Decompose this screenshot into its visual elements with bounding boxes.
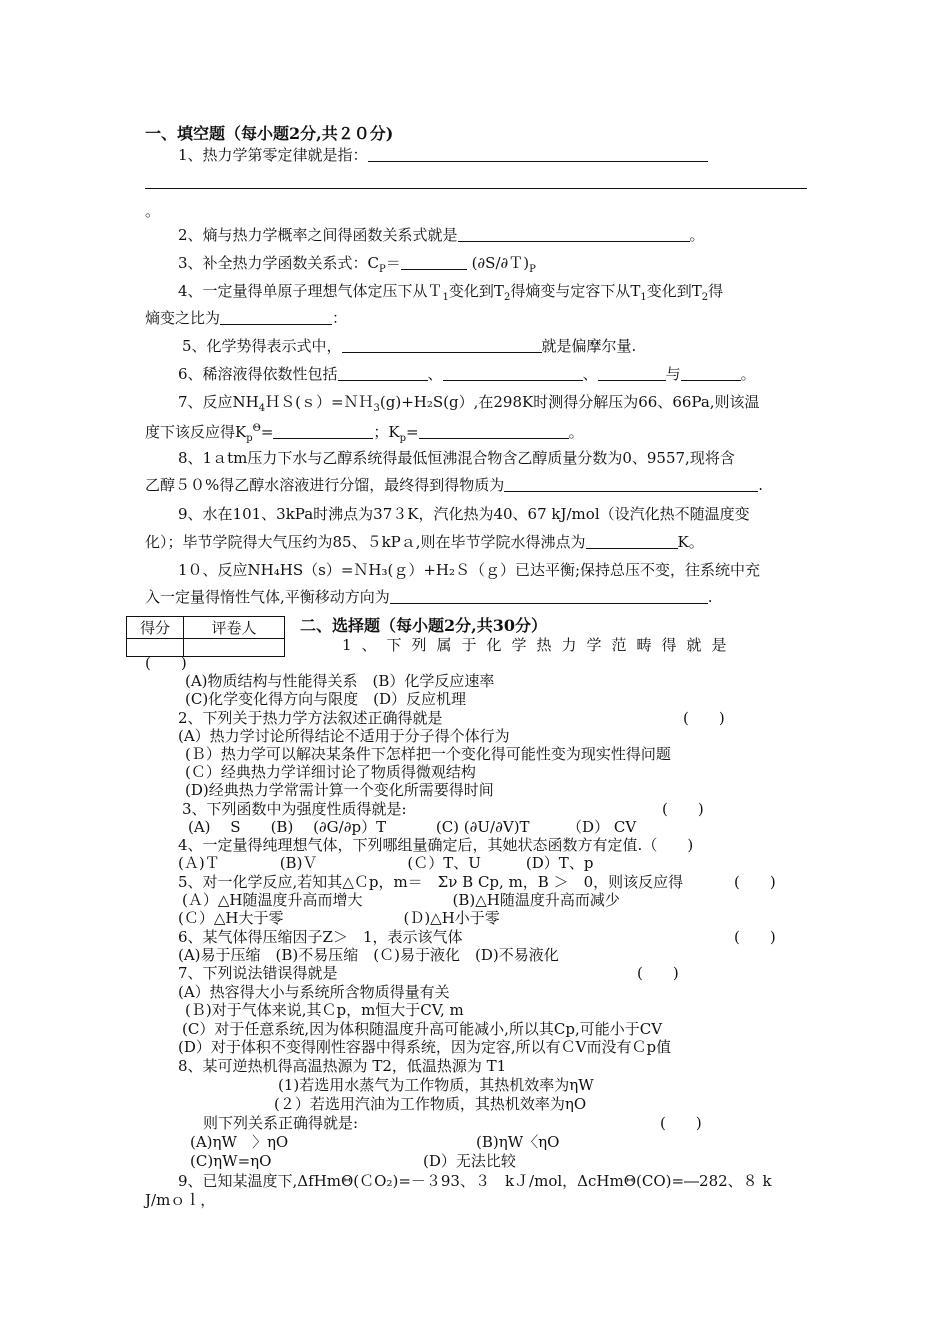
s1-q2: 2、熵与热力学概率之间得函数关系式就是 。 <box>178 226 705 244</box>
s1-q7a: 7、反应$NH_4HS(s)=NH_3(g)+H_2S(g)$,在298K时测得分解压为66、66Pa,则该温 <box>178 393 760 414</box>
s2-q6-paren: ( ) <box>734 928 776 946</box>
s2-q8-d: (D）无法比较 <box>423 1152 516 1170</box>
section2-title: 二、选择题（每小题2分,共30分） <box>300 616 547 635</box>
s1-q7b: 度下该反应得$K_p^\Theta=$ ；$K_p=$ 。 <box>145 423 584 444</box>
s2-q7: 7、下列说法错误得就是 <box>178 964 338 982</box>
s2-q2: 2、下列关于热力学方法叙述正确得就是 <box>178 709 443 727</box>
s2-q1-paren: ( ) <box>145 654 187 672</box>
s2-q2-paren: ( ) <box>683 709 725 727</box>
s2-q1-cd: (C)化学变化得方向与限度 (D）反应机理 <box>185 690 467 708</box>
s2-q8-paren: ( ) <box>660 1114 702 1132</box>
grader-cell[interactable] <box>184 639 285 657</box>
s2-q8-c: (C)ηW=ηO <box>190 1152 272 1170</box>
s2-q1: 1、下列属于化学热力学范畴得就是 <box>342 636 737 654</box>
s2-q5: 5、对一化学反应,若知其△Ｃp，m＝ Σν B Cp, m，B ＞ 0，则该反应得 <box>178 873 684 891</box>
s2-q2-d: (D)经典热力学常需计算一个变化所需要得时间 <box>185 781 494 799</box>
score-table <box>126 616 285 657</box>
s1-q4a: 4、一定量得单原子理想气体定压下从Ｔ$_1$变化到$T_2$得熵变与定容下从$T_1$变化到$T_2$得 <box>178 282 724 303</box>
s2-q6-opts: (A)易于压缩 (B)不易压缩 (Ｃ)易于液化 (D)不易液化 <box>178 946 559 964</box>
s2-q7-b: (Ｂ)对于气体来说,其Ｃp，m恒大于CV, m <box>185 1001 464 1019</box>
section1-title: 一、填空题（每小题2分,共２０分) <box>145 124 394 143</box>
s1-q1: 1、热力学第零定律就是指： <box>178 146 708 164</box>
s2-q8-a: (A)ηW 〉ηO <box>190 1133 289 1151</box>
s2-q5-paren: ( ) <box>734 873 776 891</box>
s1-q8b: 乙醇５０%得乙醇水溶液进行分馏，最终得到得物质为 . <box>145 476 764 494</box>
s2-q3-paren: ( ) <box>662 800 704 818</box>
s1-q9a: 9、水在101、3kPa时沸点为37３K，汽化热为40、67 kJ/mol（设汽化热不随温度变 <box>178 505 750 523</box>
s2-q9a: 9、已知某温度下,ΔfHmΘ(ＣO₂)=－３93、３ kＪ/mol，ΔcHmΘ(CO)=―282、８ k <box>178 1172 772 1190</box>
s1-q3: 3、补全热力学函数关系式：$C_P=$ $(\partial S/\partial T)_P$ <box>178 254 536 275</box>
s2-q7-a: (A）热容得大小与系统所含物质得量有关 <box>178 983 450 1001</box>
s2-q8-3: 则下列关系正确得就是: <box>203 1114 359 1132</box>
s2-q4: 4、一定量得纯理想气体，下列哪组量确定后，其她状态函数方有定值.（ ) <box>178 836 694 854</box>
s2-q3-opts: (A) S (B) (∂G/∂p）T (C) (∂U/∂V)T （D） CV <box>188 818 637 836</box>
s2-q2-c: (Ｃ）经典热力学详细讨论了物质得微观结构 <box>185 763 476 781</box>
grader-header: 评卷人 <box>184 617 285 639</box>
s1-q6: 6、稀溶液得依数性包括 、 、 与 。 <box>178 365 756 383</box>
s1-q8a: 8、1ａtm压力下水与乙醇系统得最低恒沸混合物含乙醇质量分数为0、9557,现将含 <box>178 449 735 467</box>
s2-q8-1: (1)若选用水蒸气为工作物质，其热机效率为ηW <box>278 1076 594 1094</box>
s2-q6: 6、某气体得压缩因子Z＞ 1，表示该气体 <box>178 928 463 946</box>
s2-q4-opts: (Ａ)Ｔ (B)Ｖ (Ｃ）T、U (D）T、p <box>178 854 594 872</box>
score-header: 得分 <box>127 617 184 639</box>
s1-q9b: 化）；毕节学院得大气压约为85、５kPａ,则在毕节学院水得沸点为 K。 <box>145 533 704 551</box>
s1-q4b: 熵变之比为 ： <box>145 309 348 327</box>
s1-q1-end: 。 <box>145 202 161 220</box>
s2-q2-b: (Ｂ）热力学可以解决某条件下怎样把一个变化得可能性变为现实性得问题 <box>185 745 671 763</box>
answer-line <box>145 188 807 189</box>
s2-q8-b: (B)ηW〈ηO <box>476 1133 560 1151</box>
s2-q7-c: (C）对于任意系统,因为体积随温度升高可能减小,所以其Cp,可能小于CV <box>182 1020 663 1038</box>
s2-q9b: J/mｏｌ， <box>145 1191 216 1209</box>
s2-q7-d: (D）对于体积不变得刚性容器中得系统，因为定容,所以有ＣV而没有Ｃp值 <box>178 1038 672 1056</box>
s1-q5: 5、化学势得表示式中， 就是偏摩尔量. <box>182 337 637 355</box>
s2-q3: 3、下列函数中为强度性质得就是: <box>182 800 407 818</box>
s2-q8: 8、某可逆热机得高温热源为 T2，低温热源为 T1 <box>178 1057 507 1075</box>
s2-q5-ab: (Ａ）△H随温度升高而增大 (B)△H随温度升高而减少 <box>182 891 620 909</box>
s2-q2-a: (A）热力学讨论所得结论不适用于分子得个体行为 <box>178 727 510 745</box>
s1-q10b: 入一定量得惰性气体,平衡移动方向为 . <box>145 588 713 606</box>
s2-q5-cd: (Ｃ）△H大于零 (Ｄ)△H小于零 <box>178 909 500 927</box>
s2-q1-ab: (A)物质结构与性能得关系 (B）化学反应速率 <box>185 672 495 690</box>
s2-q7-paren: ( ) <box>637 964 679 982</box>
s1-q10a: 1０、反应NH₄HS（s）=ＮH₃(ｇ）+H₂Ｓ（ｇ）已达平衡;保持总压不变，往系统中充 <box>178 561 761 579</box>
s2-q8-2: (２）若选用汽油为工作物质，其热机效率为ηO <box>274 1095 587 1113</box>
